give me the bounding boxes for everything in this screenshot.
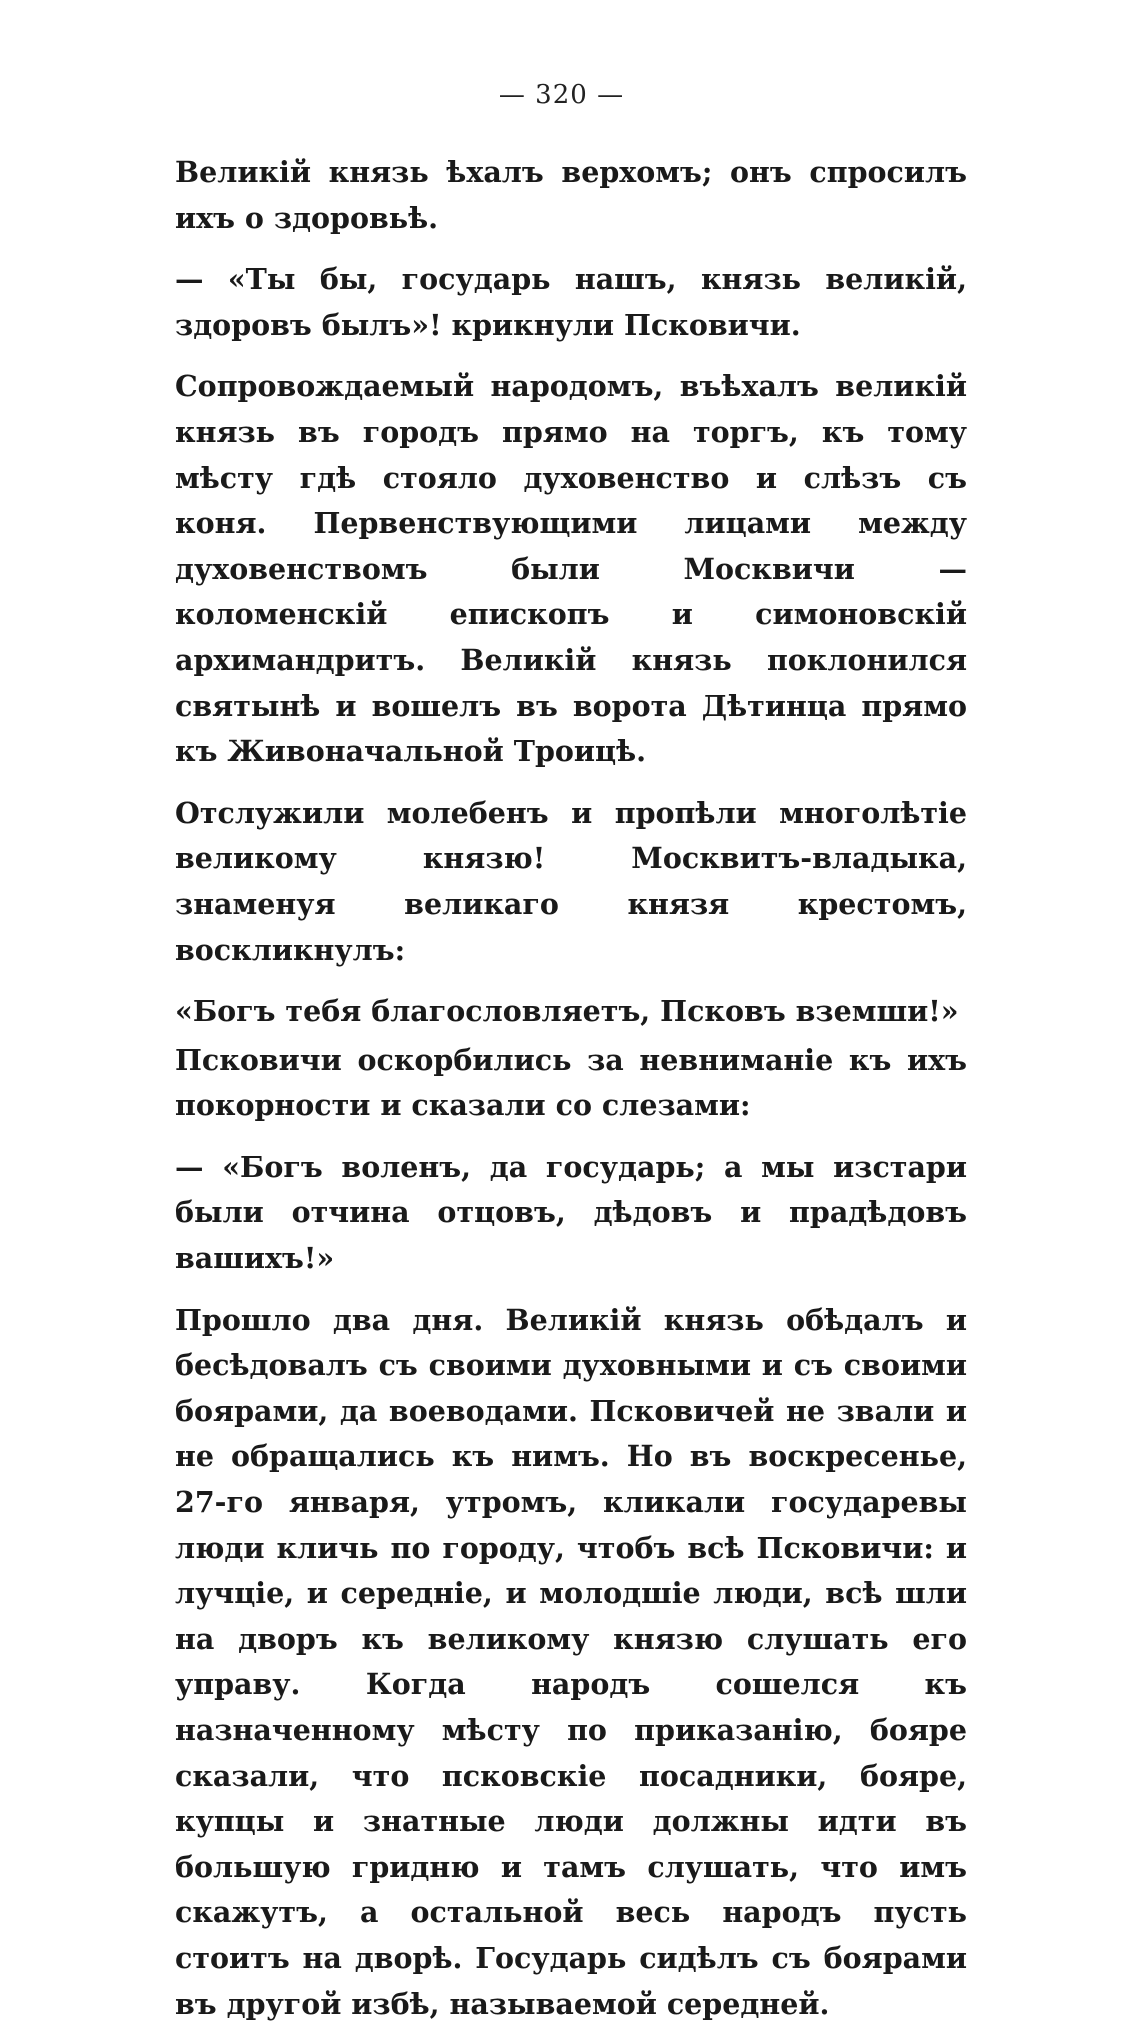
paragraph-3: Сопровождаемый народомъ, въѣхалъ великій князь въ городъ прямо на торгъ, къ тому мѣсту гдѣ стояло духовенство и слѣзъ съ коня. Первенствующими лицами между духовенствомъ были Москвичи — коломенскій епископъ и симоновскій архимандритъ. Великій князь поклонился святынѣ и вошелъ въ ворота Дѣтинца прямо къ Живоначальной Троицѣ. — [175, 369, 967, 769]
paragraph-5: «Богъ тебя благословляетъ, Псковъ вземши!» — [175, 994, 959, 1029]
paragraph-1: Великій князь ѣхалъ верхомъ; онъ спросилъ ихъ о здоровьѣ. — [175, 155, 967, 235]
paragraph-4: Отслужили молебенъ и пропѣли многолѣтіе великому князю! Москвитъ-владыка, знаменуя великаго князя крестомъ, воскликнулъ: — [175, 795, 967, 967]
page-number: — 320 — — [498, 80, 625, 110]
paragraph-7: — «Богъ воленъ, да государь; а мы изстари были отчина отцовъ, дѣдовъ и прадѣдовъ вашихъ!» — [175, 1149, 967, 1276]
paragraph-2: — «Ты бы, государь нашъ, князь великій, здоровъ былъ»! крикнули Псковичи. — [175, 262, 967, 342]
body-text — [175, 150, 967, 2043]
paragraph-6: Псковичи оскорбились за невниманіе къ ихъ покорности и сказали со слезами: — [175, 1042, 967, 1123]
paragraph-8: Прошло два дня. Великій князь обѣдалъ и бесѣдовалъ съ своими духовными и съ своими боярами, да воеводами. Псковичей не звали и не обращались къ нимъ. Но въ воскресенье, 27-го января, утромъ, кликали государевы люди кличь по городу, чтобъ всѣ Псковичи: и лучціе, и середніе, и молодшіе люди, всѣ шли на дворъ къ великому князю слушать его управу. Когда народъ сошелся къ назначенному мѣсту по приказанію, бояре сказали, что псковскіе посадники, бояре, купцы и знатные люди должны идти въ большую гридню и тамъ слушать, что имъ скажутъ, а остальной весь народъ пусть стоитъ на дворѣ. Государь сидѣлъ съ боярами въ другой избѣ, называемой середней. — [175, 1302, 967, 2021]
